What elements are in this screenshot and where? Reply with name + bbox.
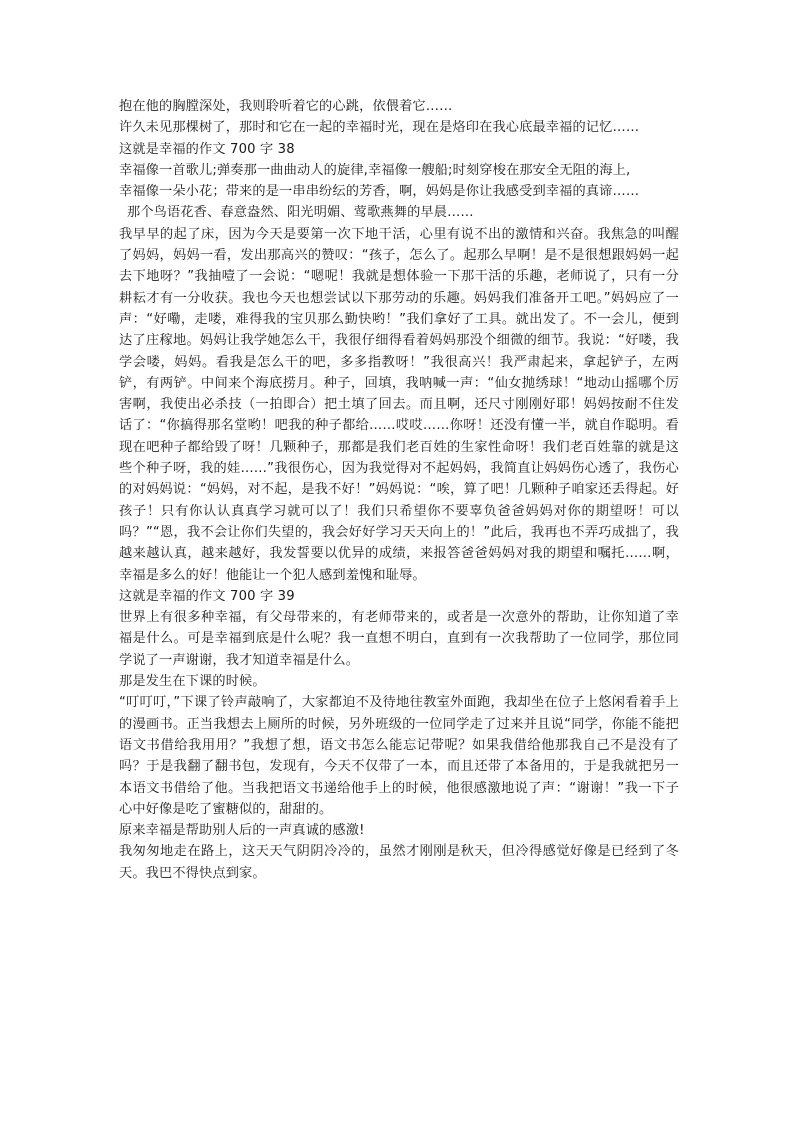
paragraph-3: 幸福像一首歌儿;弹奏那一曲曲动人的旋律,幸福像一艘船;时刻穿梭在那安全无阻的海上, bbox=[119, 162, 631, 178]
section-heading-39: 这就是幸福的作文 700 字 39 bbox=[119, 588, 295, 604]
paragraph-5: 那个鸟语花香、春意盎然、阳光明媚、莺歌燕舞的早晨…… bbox=[127, 205, 474, 221]
paragraph-7: 世界上有很多种幸福，有父母带来的，有老师带来的，或者是一次意外的帮助，让你知道了幸福是什么。可是幸福到底是什么呢？我一直想不明白，直到有一次我帮助了一位同学，那位同学说了一声谢谢，我才知道幸福是什么。 bbox=[119, 610, 679, 668]
section-heading-38: 这就是幸福的作文 700 字 38 bbox=[119, 141, 295, 157]
paragraph-2: 许久未见那棵树了，那时和它在一起的幸福时光，现在是烙印在我心底最幸福的记忆…… bbox=[119, 120, 640, 136]
paragraph-8: 那是发生在下课的时候。 bbox=[119, 674, 266, 690]
paragraph-9: “叮叮叮，”下课了铃声敲响了，大家都迫不及待地往教室外面跑，我却坐在位子上悠闲看着手上的漫画书。正当我想去上厕所的时候，另外班级的一位同学走了过来并且说“同学，你能不能把语文书借给我用用？”我想了想，语文书怎么能忘记带呢？如果我借给他那我自己不是没有了吗？于是我翻了翻书包，发现有，今天不仅带了一本，而且还带了本备用的，于是我就把另一本语文书借给了他。当我把语文书递给他手上的时候，他很感激地说了声：“谢谢！”我一下子心中好像是吃了蜜糖似的，甜甜的。 bbox=[119, 695, 679, 817]
document-page bbox=[119, 96, 679, 884]
paragraph-10: 原来幸福是帮助别人后的一声真诚的感激! bbox=[119, 823, 365, 839]
paragraph-11: 我匆匆地走在路上，这天天气阴阴冷冷的，虽然才刚刚是秋天，但冷得感觉好像是已经到了冬天。我巴不得快点到家。 bbox=[119, 844, 679, 881]
paragraph-1: 抱在他的胸膛深处，我则聆听着它的心跳，依偎着它…… bbox=[119, 99, 453, 114]
paragraph-6: 我早早的起了床，因为今天是要第一次下地干活，心里有说不出的激情和兴奋。我焦急的叫醒了妈妈，妈妈一看，发出那高兴的赞叹：“孩子，怎么了。起那么早啊！是不是很想跟妈妈一起去下地呀？”我抽噎了一会说：“嗯呢！我就是想体验一下那干活的乐趣，老师说了，只有一分耕耘才有一分收获。我也今天也想尝试以下那劳动的乐趣。妈妈我们准备开工吧。”妈妈应了一声：“好嘞，走喽，难得我的宝贝那么勤快哟！”我们拿好了工具。就出发了。不一会儿，便到达了庄稼地。妈妈让我学她怎么干，我很仔细得看着妈妈那没个细微的细节。我说：“好喽，我学会喽，妈妈。看我是怎么干的吧，多多指教呀！”我很高兴！我严肃起来，拿起铲子，左两铲，有两铲。中间来个海底捞月。种子，回填，我呐喊一声：“仙女抛绣球！“地动山摇哪个厉害啊，我使出必杀技（一拍即合）把土填了回去。而且啊，还尺寸刚刚好耶！妈妈按耐不住发话了：“你搞得那名堂哟！吧我的种子都给……哎哎……你呀！还没有懂一半，就自作聪明。看现在吧种子都给毁了呀！几颗种子，那都是我们老百姓的生家性命呀！我们老百姓靠的就是这些个种子呀，我的娃……”我很伤心，因为我觉得对不起妈妈，我简直让妈妈伤心透了，我伤心的对妈妈说：“妈妈，对不起，是我不好！”妈妈说：“唉，算了吧！几颗种子咱家还丢得起。好孩子！只有你认认真真学习就可以了！我们只希望你不要辜负爸爸妈妈对你的期望呀！可以吗？”“恩，我不会让你们失望的，我会好好学习天天向上的！”此后，我再也不弄巧成拙了，我越来越认真，越来越好，我发誓要以优异的成绩，来报答爸爸妈妈对我的期望和嘱托……啊，幸福是多么的好！他能让一个犯人感到羞愧和耻辱。 bbox=[119, 226, 679, 583]
paragraph-4: 幸福像一朵小花；带来的是一串串纷纭的芳香，啊，妈妈是你让我感受到幸福的真谛…… bbox=[119, 184, 640, 200]
